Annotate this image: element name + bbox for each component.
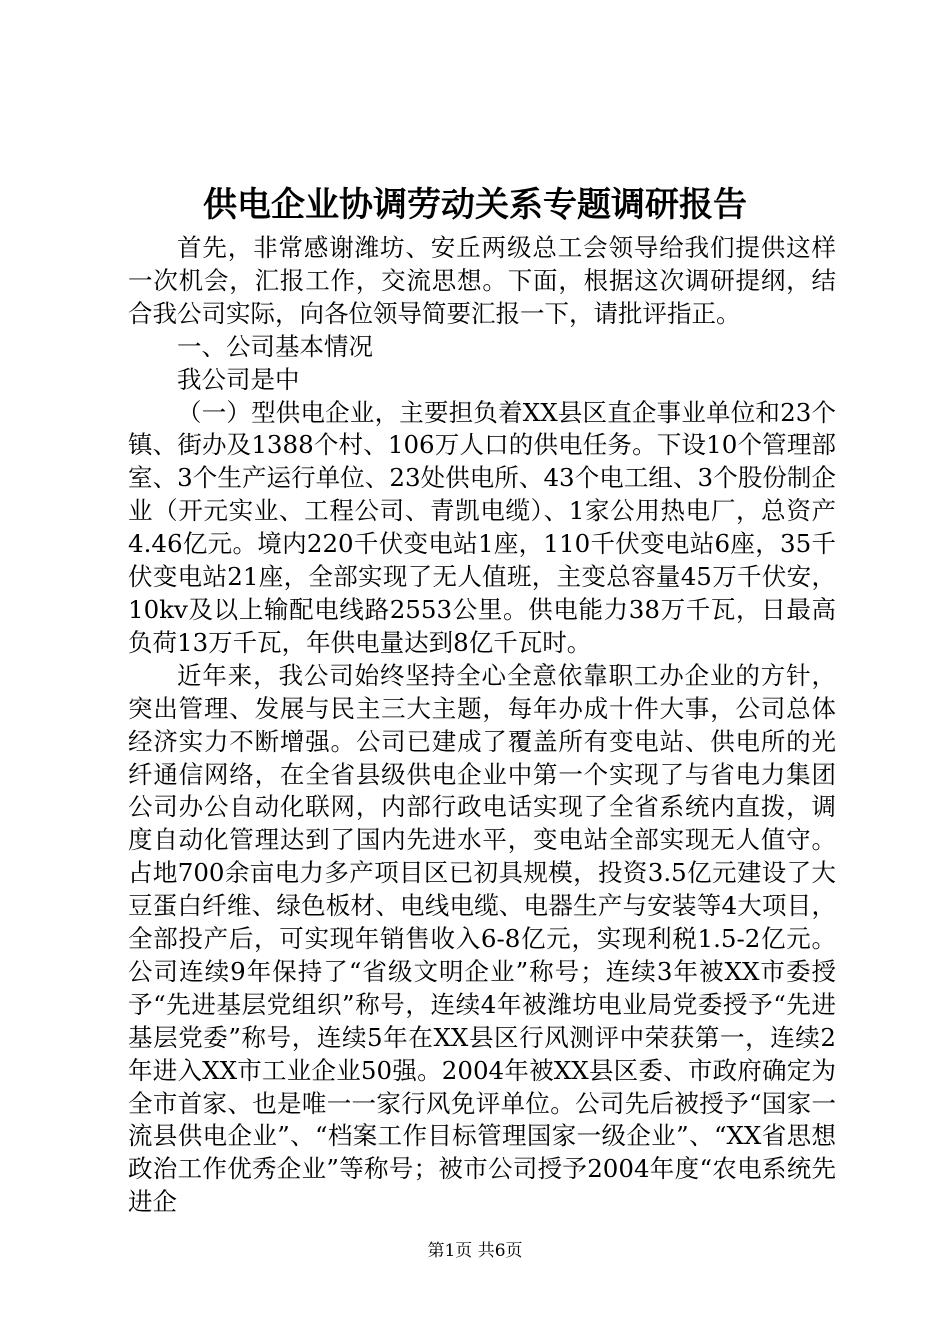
paragraph: 近年来，我公司始终坚持全心全意依靠职工办企业的方针，突出管理、发展与民主三大主题，每年办成十件大事，公司总体经济实力不断增强。公司已建成了覆盖所有变电站、供电所的光纤通信网络，在全省县级供电企业中第一个实现了与省电力集团公司办公自动化联网，内部行政电话实现了全省系统内直拨，调度自动化管理达到了国内先进水平，变电站全部实现无人值守。占地700余亩电力多产项目区已初具规模，投资3.5亿元建设了大豆蛋白纤维、绿色板材、电线电缆、电器生产与安装等4大项目，全部投产后，可实现年销售收入6-8亿元，实现利税1.5-2亿元。公司连续9年保持了“省级文明企业”称号；连续3年被XX市委授予“先进基层党组织”称号，连续4年被潍坊电业局党委授予“先进基层党委”称号，连续5年在XX县区行风测评中荣获第一，连续2年进入XX市工业企业50强。2004年被XX县区委、市政府确定为全市首家、也是唯一一家行风免评单位。公司先后被授予“国家一流县供电企业”、“档案工作目标管理国家一级企业”、“XX省思想政治工作优秀企业”等称号；被市公司授予2004年度“农电系统先进企 [128,660,836,1217]
document-title: 供电企业协调劳动关系专题调研报告 [203,185,747,225]
page-footer: 第1页 共6页 [427,1241,523,1261]
paragraph-intro: 首先，非常感谢潍坊、安丘两级总工会领导给我们提供这样一次机会，汇报工作，交流思想。下面，根据这次调研提纲，结合我公司实际，向各位领导简要汇报一下，请批评指正。 [128,233,836,328]
document-body [128,232,836,1219]
paragraph: （一）型供电企业，主要担负着XX县区直企事业单位和23个镇、街办及1388个村、106万人口的供电任务。下设10个管理部室、3个生产运行单位、23处供电所、43个电工组、3个股份制企业（开元实业、工程公司、青凯电缆）、1家公用热电厂，总资产4.46亿元。境内220千伏变电站1座，110千伏变电站6座，35千伏变电站21座，全部实现了无人值班，主变总容量45万千伏安，10kv及以上输配电线路2553公里。供电能力38万千瓦，日最高负荷13万千瓦，年供电量达到8亿千瓦时。 [128,397,836,657]
section-heading: 一、公司基本情况 [177,331,373,361]
paragraph: 我公司是中 [177,364,300,394]
